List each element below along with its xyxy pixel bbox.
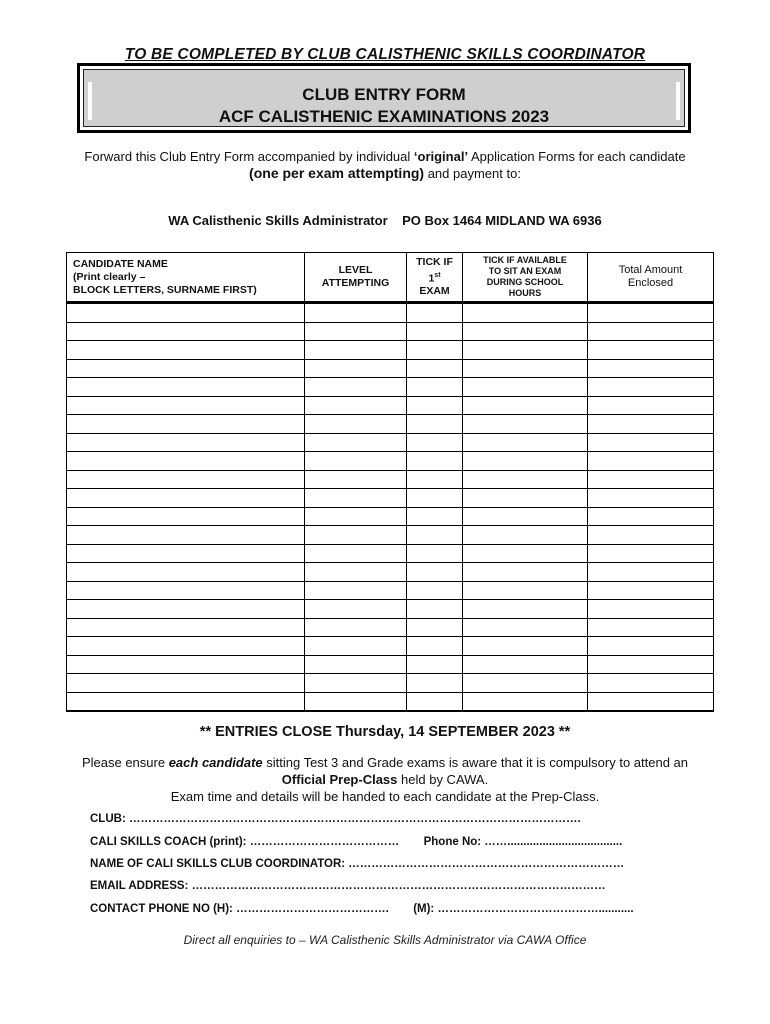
cell-total-amount[interactable] <box>588 378 714 397</box>
cell-total-amount[interactable] <box>588 618 714 637</box>
cell-first-exam[interactable] <box>407 396 463 415</box>
cell-school-hours[interactable] <box>463 674 588 693</box>
cell-level[interactable] <box>305 581 407 600</box>
club-field[interactable]: CLUB: ………………………………………………………………………………………………………. <box>90 813 581 825</box>
cell-first-exam[interactable] <box>407 674 463 693</box>
cell-total-amount[interactable] <box>588 507 714 526</box>
cell-total-amount[interactable] <box>588 470 714 489</box>
cell-candidate-name[interactable] <box>67 489 305 508</box>
cell-candidate-name[interactable] <box>67 341 305 360</box>
form-title: CLUB ENTRY FORM <box>302 85 466 104</box>
coach-phone-line <box>90 836 690 848</box>
cell-total-amount[interactable] <box>588 433 714 452</box>
header-school-hours: TICK IF AVAILABLE TO SIT AN EXAM DURING SCHOOL HOURS <box>463 253 588 303</box>
cell-total-amount[interactable] <box>588 359 714 378</box>
cell-total-amount[interactable] <box>588 303 714 323</box>
cell-school-hours[interactable] <box>463 470 588 489</box>
table-row <box>67 526 714 545</box>
cell-school-hours[interactable] <box>463 637 588 656</box>
table-row <box>67 396 714 415</box>
table-row <box>67 600 714 619</box>
table-row <box>67 433 714 452</box>
table-row <box>67 470 714 489</box>
cell-level[interactable] <box>305 433 407 452</box>
cell-school-hours[interactable] <box>463 433 588 452</box>
cell-first-exam[interactable] <box>407 322 463 341</box>
table-row <box>67 692 714 711</box>
cell-first-exam[interactable] <box>407 433 463 452</box>
cell-total-amount[interactable] <box>588 415 714 434</box>
cell-first-exam[interactable] <box>407 303 463 323</box>
cell-level[interactable] <box>305 637 407 656</box>
cell-level[interactable] <box>305 396 407 415</box>
cell-level[interactable] <box>305 544 407 563</box>
intro-paragraph: Forward this Club Entry Form accompanied by individual ‘original’ Application Forms for each candidate (one per exam attempting) and payment to: <box>84 149 686 181</box>
cell-level[interactable] <box>305 692 407 711</box>
title-banner <box>83 69 685 127</box>
cell-level[interactable] <box>305 415 407 434</box>
cell-candidate-name[interactable] <box>67 581 305 600</box>
cell-first-exam[interactable] <box>407 507 463 526</box>
cell-candidate-name[interactable] <box>67 470 305 489</box>
coordinator-field[interactable]: NAME OF CALI SKILLS CLUB COORDINATOR: ……………………………………………………………… <box>90 858 625 870</box>
table-row <box>67 507 714 526</box>
coach-field[interactable]: CALI SKILLS COACH (print): ………………………………… <box>90 836 400 848</box>
cell-first-exam[interactable] <box>407 341 463 360</box>
cell-school-hours[interactable] <box>463 563 588 582</box>
cell-first-exam[interactable] <box>407 600 463 619</box>
table-row <box>67 378 714 397</box>
cell-total-amount[interactable] <box>588 544 714 563</box>
cell-first-exam[interactable] <box>407 359 463 378</box>
form-instruction-heading: TO BE COMPLETED BY CLUB CALISTHENIC SKILLS COORDINATOR <box>124 46 646 63</box>
cell-level[interactable] <box>305 470 407 489</box>
cell-candidate-name[interactable] <box>67 674 305 693</box>
cell-total-amount[interactable] <box>588 322 714 341</box>
title-box <box>77 63 691 133</box>
table-row <box>67 322 714 341</box>
candidate-entry-table <box>66 252 714 712</box>
mailing-address <box>0 213 770 228</box>
header-candidate-name: CANDIDATE NAME (Print clearly – BLOCK LETTERS, SURNAME FIRST) <box>67 253 305 303</box>
cell-school-hours[interactable] <box>463 341 588 360</box>
cell-school-hours[interactable] <box>463 322 588 341</box>
cell-total-amount[interactable] <box>588 655 714 674</box>
cell-total-amount[interactable] <box>588 526 714 545</box>
cell-level[interactable] <box>305 674 407 693</box>
cell-candidate-name[interactable] <box>67 637 305 656</box>
header-first-exam: TICK IF 1st EXAM <box>407 253 463 303</box>
cell-candidate-name[interactable] <box>67 507 305 526</box>
table-row <box>67 655 714 674</box>
cell-first-exam[interactable] <box>407 378 463 397</box>
cell-level[interactable] <box>305 341 407 360</box>
cell-candidate-name[interactable] <box>67 618 305 637</box>
cell-candidate-name[interactable] <box>67 303 305 323</box>
table-row <box>67 544 714 563</box>
cell-candidate-name[interactable] <box>67 526 305 545</box>
table-row <box>67 489 714 508</box>
table-row <box>67 415 714 434</box>
cell-level[interactable] <box>305 452 407 471</box>
contact-phone-line <box>90 903 690 915</box>
cell-level[interactable] <box>305 489 407 508</box>
cell-candidate-name[interactable] <box>67 433 305 452</box>
cell-candidate-name[interactable] <box>67 359 305 378</box>
cell-candidate-name[interactable] <box>67 544 305 563</box>
cell-school-hours[interactable] <box>463 452 588 471</box>
cell-first-exam[interactable] <box>407 692 463 711</box>
cell-school-hours[interactable] <box>463 544 588 563</box>
cell-first-exam[interactable] <box>407 526 463 545</box>
cell-level[interactable] <box>305 600 407 619</box>
cell-total-amount[interactable] <box>588 581 714 600</box>
cell-total-amount[interactable] <box>588 674 714 693</box>
cell-school-hours[interactable] <box>463 489 588 508</box>
cell-school-hours[interactable] <box>463 618 588 637</box>
phone-field[interactable]: Phone No: …….................................... <box>423 836 623 848</box>
prep-class-notice: Please ensure each candidate sitting Test 3 and Grade exams is aware that it is compulsory to attend an Official Prep-Class held by CAWA. Exam time and details will be handed to each candidate at the Prep-Class. <box>81 755 689 804</box>
enquiries-footer: Direct all enquiries to – WA Calisthenic Skills Administrator via CAWA Office <box>183 933 587 947</box>
table-row <box>67 359 714 378</box>
cell-school-hours[interactable] <box>463 359 588 378</box>
recipient: WA Calisthenic Skills Administrator <box>168 213 388 228</box>
cell-first-exam[interactable] <box>407 470 463 489</box>
cell-level[interactable] <box>305 563 407 582</box>
cell-school-hours[interactable] <box>463 692 588 711</box>
cell-school-hours[interactable] <box>463 581 588 600</box>
table-row <box>67 452 714 471</box>
table-row <box>67 637 714 656</box>
cell-candidate-name[interactable] <box>67 563 305 582</box>
cell-first-exam[interactable] <box>407 563 463 582</box>
cell-first-exam[interactable] <box>407 637 463 656</box>
cell-first-exam[interactable] <box>407 452 463 471</box>
cell-level[interactable] <box>305 618 407 637</box>
table-row <box>67 674 714 693</box>
contact-mobile-field[interactable]: (M): ……………………………………........... <box>413 903 634 915</box>
cell-total-amount[interactable] <box>588 396 714 415</box>
cell-total-amount[interactable] <box>588 341 714 360</box>
table-row <box>67 341 714 360</box>
entries-close-notice: ** ENTRIES CLOSE Thursday, 14 SEPTEMBER 2023 ** <box>199 724 571 740</box>
header-total-amount: Total Amount Enclosed <box>588 253 714 303</box>
cell-first-exam[interactable] <box>407 581 463 600</box>
cell-level[interactable] <box>305 655 407 674</box>
cell-first-exam[interactable] <box>407 544 463 563</box>
cell-level[interactable] <box>305 507 407 526</box>
cell-first-exam[interactable] <box>407 618 463 637</box>
cell-school-hours[interactable] <box>463 507 588 526</box>
cell-level[interactable] <box>305 526 407 545</box>
table-row <box>67 303 714 323</box>
header-level-attempting: LEVEL ATTEMPTING <box>305 253 407 303</box>
cell-level[interactable] <box>305 378 407 397</box>
contact-home-field[interactable]: CONTACT PHONE NO (H): …………………………………. <box>90 903 389 915</box>
cell-first-exam[interactable] <box>407 655 463 674</box>
cell-total-amount[interactable] <box>588 452 714 471</box>
table-row <box>67 563 714 582</box>
cell-candidate-name[interactable] <box>67 415 305 434</box>
cell-first-exam[interactable] <box>407 415 463 434</box>
cell-school-hours[interactable] <box>463 655 588 674</box>
title-decoration-left <box>88 82 92 120</box>
cell-candidate-name[interactable] <box>67 322 305 341</box>
email-field[interactable]: EMAIL ADDRESS: ……………………………………………………………………………………………… <box>90 880 606 892</box>
cell-candidate-name[interactable] <box>67 600 305 619</box>
title-decoration-right <box>676 82 680 120</box>
cell-candidate-name[interactable] <box>67 452 305 471</box>
form-subtitle: ACF CALISTHENIC EXAMINATIONS 2023 <box>218 107 550 126</box>
table-row <box>67 618 714 637</box>
table-header-row <box>67 253 714 303</box>
cell-candidate-name[interactable] <box>67 396 305 415</box>
cell-school-hours[interactable] <box>463 303 588 323</box>
po-box: PO Box 1464 MIDLAND WA 6936 <box>402 213 602 228</box>
cell-first-exam[interactable] <box>407 489 463 508</box>
cell-school-hours[interactable] <box>463 415 588 434</box>
cell-level[interactable] <box>305 322 407 341</box>
cell-candidate-name[interactable] <box>67 378 305 397</box>
cell-candidate-name[interactable] <box>67 692 305 711</box>
cell-level[interactable] <box>305 359 407 378</box>
table-row <box>67 581 714 600</box>
cell-candidate-name[interactable] <box>67 655 305 674</box>
cell-level[interactable] <box>305 303 407 323</box>
cell-school-hours[interactable] <box>463 600 588 619</box>
cell-school-hours[interactable] <box>463 396 588 415</box>
cell-total-amount[interactable] <box>588 600 714 619</box>
cell-total-amount[interactable] <box>588 563 714 582</box>
cell-school-hours[interactable] <box>463 378 588 397</box>
cell-total-amount[interactable] <box>588 637 714 656</box>
cell-school-hours[interactable] <box>463 526 588 545</box>
cell-total-amount[interactable] <box>588 489 714 508</box>
cell-total-amount[interactable] <box>588 692 714 711</box>
